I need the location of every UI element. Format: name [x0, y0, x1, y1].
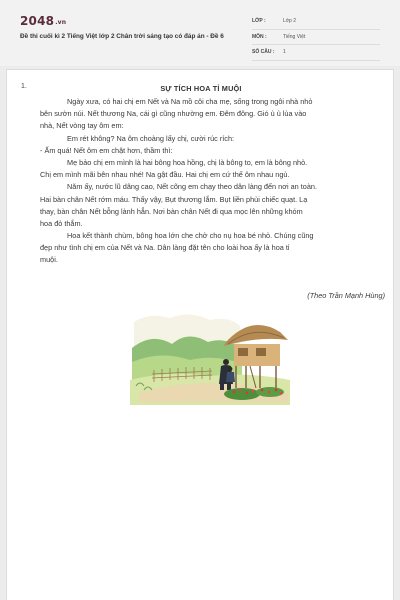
meta-value: Tiếng Việt	[283, 33, 306, 40]
text-line: thay, bàn chân Nết bỗng lành hẳn. Nơi bàn chân Nết đi qua mọc lên những khóm	[40, 206, 303, 216]
story-title: SỰ TÍCH HOA TỈ MUỘI	[160, 84, 242, 93]
logo-text: 2048	[20, 14, 55, 28]
text-line: Chị em mình mãi bên nhau nhé! Na gật đầu. Hai chị em cứ thế ôm nhau ngủ.	[40, 170, 290, 180]
meta-row-class	[252, 14, 380, 30]
text-line: hoa đỏ thắm.	[40, 218, 83, 228]
text-line: đẹp như tình chị em của Nết và Na. Dân làng đặt tên cho loài hoa ấy là hoa tỉ	[40, 243, 290, 253]
site-logo[interactable]	[20, 14, 66, 28]
meta-row-subject	[252, 30, 380, 46]
logo-suffix: .vn	[55, 19, 67, 26]
text-line: Ngày xưa, có hai chị em Nết và Na mồ côi cha mẹ, sống trong ngôi nhà nhỏ	[67, 97, 313, 106]
meta-label: MÔN :	[252, 33, 267, 40]
page-header	[0, 0, 400, 66]
meta-info	[252, 14, 380, 61]
text-line: Hoa kết thành chùm, bông hoa lớn che chở cho nụ hoa bé nhỏ. Chúng cũng	[67, 231, 314, 241]
story-illustration	[130, 310, 290, 405]
question-number: 1.	[21, 83, 27, 90]
text-line: Mẹ bảo chị em mình là hai bông hoa hồng, chị là bông to, em là bông nhỏ.	[67, 157, 308, 167]
text-line: Năm ấy, nước lũ dâng cao, Nết cõng em chạy theo dân làng đến nơi an toàn.	[67, 182, 318, 192]
text-line: Hai bàn chân Nết rớm máu. Thấy vậy, Bụt thương lắm. Bụt liền phủi chiếc quạt. Lạ	[40, 194, 308, 204]
text-line: bên sườn núi. Nết thương Na, cái gì cũng nhường em. Đêm đông. Gió ù ù lùa vào	[40, 109, 307, 119]
meta-label: SỐ CÂU :	[252, 49, 275, 56]
question-card	[6, 69, 394, 600]
text-line: muội.	[40, 255, 58, 265]
text-line: - Ấm quá! Nết ôm em chặt hơn, thầm thì:	[40, 145, 173, 155]
text-line: nhà, Nết vòng tay ôm em:	[40, 121, 124, 131]
meta-label: LỚP :	[252, 18, 266, 25]
meta-row-question-count	[252, 45, 380, 61]
story-author: (Theo Trần Mạnh Hùng)	[307, 291, 385, 300]
meta-value: 1	[283, 49, 286, 56]
text-line: Em rét không? Na ôm choàng lấy chị, cười rúc rích:	[67, 133, 235, 143]
document-title: Đề thi cuối kì 2 Tiếng Việt lớp 2 Chân trời sáng tạo có đáp án - Đề 6	[20, 33, 224, 40]
story-text	[40, 96, 385, 267]
meta-value: Lớp 2	[283, 18, 297, 25]
